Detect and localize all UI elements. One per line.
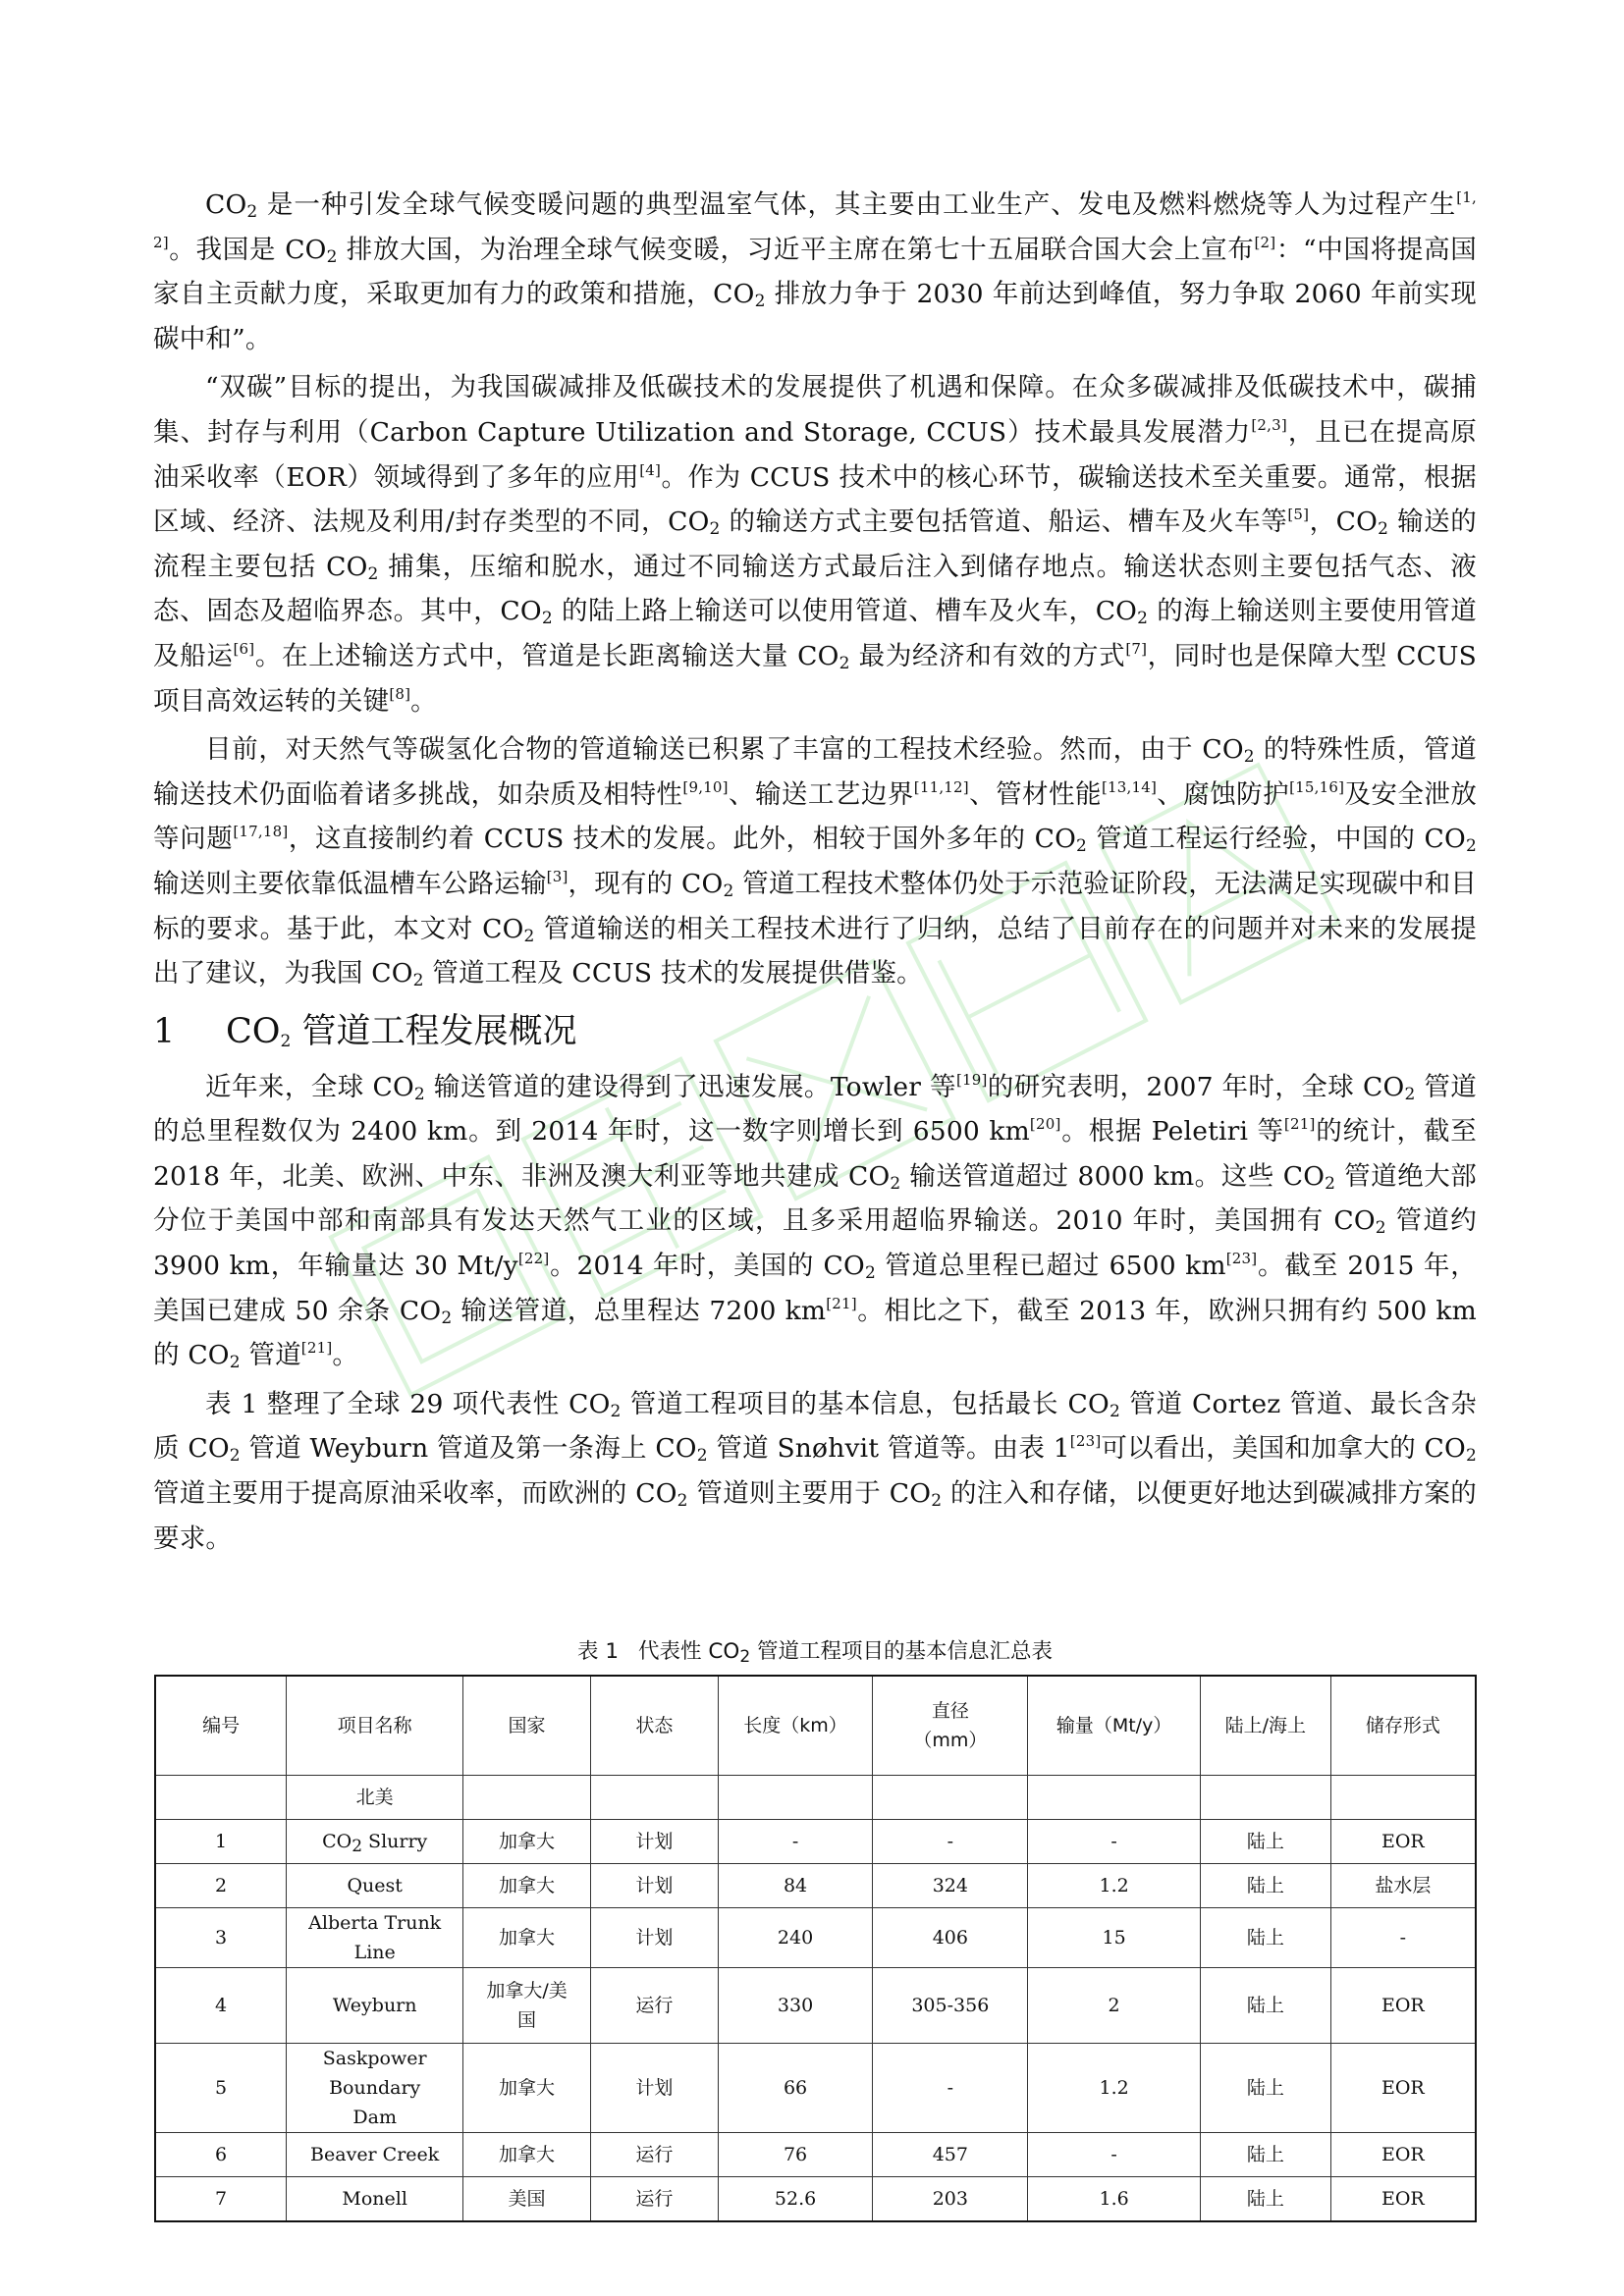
header-name: 项目名称 xyxy=(287,1676,463,1776)
table-row: 4 Weyburn 加拿大/美国 运行 330 305-356 2 陆上 EOR xyxy=(155,1968,1476,2044)
header-id: 编号 xyxy=(155,1676,287,1776)
citation: [2] xyxy=(1254,233,1276,251)
citation: [21] xyxy=(300,1339,333,1358)
table-header-row xyxy=(155,1676,1476,1776)
paragraph-2: “双碳”目标的提出，为我国碳减排及低碳技术的发展提供了机遇和保障。在众多碳减排及低碳技术中，碳捕集、封存与利用（Carbon Capture Utilization and Storage, CCUS）技术最具发展潜力[2,3]，且已在提高原油采收率（EOR）领域得到了多年的应用[4]。作为 CCUS 技术中的核心环节，碳输送技术至关重要。通常，根据区域、经济、法规及利用/封存类型的不同，$CO_2$ 的输送方式主要包括管道、船运、槽车及火车等[5]，$CO_2$ 输送的流程主要包括 $CO_2$ 捕集，压缩和脱水，通过不同输送方式最后注入到储存地点。输送状态则主要包括气态、液态、固态及超临界态。其中，$CO_2$ 的陆上路上输送可以使用管道、槽车及火车，$CO_2$ 的海上输送则主要使用管道及船运[6]。在上述输送方式中，管道是长距离输送大量 $CO_2$ 最为经济和有效的方式[7]，同时也是保障大型 CCUS 项目高效运转的关键[8]。 xyxy=(153,372,1478,717)
citation: [8] xyxy=(389,684,411,703)
table-row: 3 Alberta Trunk Line 加拿大 计划 240 406 15 陆上 - xyxy=(155,1908,1476,1968)
header-capacity: 输量（Mt/y） xyxy=(1028,1676,1201,1776)
table-row: 2 Quest 加拿大 计划 84 324 1.2 陆上 盐水层 xyxy=(155,1864,1476,1908)
paragraph-4: 近年来，全球 $CO_2$ 输送管道的建设得到了迅速发展。Towler 等[19]的研究表明，2007 年时，全球 $CO_2$ 管道的总里程数仅为 2400 km。到 2014 年时，这一数字则增长到 6500 km[20]。根据 Peletiri 等[21]的统计，截至 2018 年，北美、欧洲、中东、非洲及澳大利亚等地共建成 $CO_2$ 输送管道超过 8000 km。这些 $CO_2$ 管道绝大部分位于美国中部和南部具有发达天然气工业的区域，且多采用超临界输送。2010 年时，美国拥有 $CO_2$ 管道约 3900 km，年输量达 30 Mt/y[22]。2014 年时，美国的 $CO_2$ 管道总里程已超过 6500 km[23]。截至 2015 年，美国已建成 50 余条 $CO_2$ 输送管道，总里程达 7200 km[21]。相比之下，截至 2013 年，欧洲只拥有约 500 km 的 $CO_2$ 管道[21]。 xyxy=(153,1070,1478,1373)
header-diameter: 直径 （mm） xyxy=(873,1676,1028,1776)
citation: [4] xyxy=(639,460,662,479)
citation: [11,12] xyxy=(913,777,969,796)
table-row: 5 Saskpower Boundary Dam 加拿大 计划 66 - 1.2 陆上 EOR xyxy=(155,2044,1476,2133)
citation: [23] xyxy=(1225,1250,1258,1268)
table-row: 1 $CO_2$ Slurry 加拿大 计划 - - - 陆上 EOR xyxy=(155,1820,1476,1864)
citation: [17,18] xyxy=(233,823,289,841)
citation: [1, 2] xyxy=(153,188,1477,251)
citation: [15,16] xyxy=(1289,777,1345,796)
table-row: 6 Beaver Creek 加拿大 运行 76 457 - 陆上 EOR xyxy=(155,2133,1476,2177)
citation: [22] xyxy=(517,1250,550,1268)
citation: [19] xyxy=(955,1070,988,1089)
header-onshore-offshore: 陆上/海上 xyxy=(1200,1676,1330,1776)
citation: [7] xyxy=(1125,639,1148,658)
citation: [20] xyxy=(1029,1115,1061,1134)
citation: [13,14] xyxy=(1101,777,1157,796)
citation: [6] xyxy=(233,639,255,658)
citation: [21] xyxy=(826,1294,857,1312)
citation: [5] xyxy=(1287,506,1310,524)
region-label: 北美 xyxy=(287,1776,463,1820)
table-number: 表 1 xyxy=(577,1639,620,1665)
section-heading: 1 $CO_2$ 管道工程发展概况 xyxy=(153,1006,1477,1057)
citation: [9,10] xyxy=(682,777,729,796)
citation: [2,3] xyxy=(1251,415,1287,434)
paragraph-3: 目前，对天然气等碳氢化合物的管道输送已积累了丰富的工程技术经验。然而，由于 $CO_2$ 的特殊性质，管道输送技术仍面临着诸多挑战，如杂质及相特性[9,10]、输送工艺边界[11,12]、管材性能[13,14]、腐蚀防护[15,16]及安全泄放等问题[17,18]，这直接制约着 CCUS 技术的发展。此外，相较于国外多年的 $CO_2$ 管道工程运行经验，中国的 $CO_2$ 输送则主要依靠低温槽车公路运输[3]，现有的 $CO_2$ 管道工程技术整体仍处于示范验证阶段，无法满足实现碳中和目标的要求。基于此，本文对 $CO_2$ 管道输送的相关工程技术进行了归纳，总结了目前存在的问题并对未来的发展提出了建议，为我国 $CO_2$ 管道工程及 CCUS 技术的发展提供借鉴。 xyxy=(153,734,1478,991)
paper-page xyxy=(153,183,1477,2222)
paragraph-5: 表 1 整理了全球 29 项代表性 $CO_2$ 管道工程项目的基本信息，包括最长 $CO_2$ 管道 Cortez 管道、最长含杂质 $CO_2$ 管道 Weyburn 管道及第一条海上 $CO_2$ 管道 Snøhvit 管道等。由表 1[23]可以看出，美国和加拿大的 $CO_2$ 管道主要用于提高原油采收率，而欧洲的 $CO_2$ 管道则主要用于 $CO_2$ 的注入和存储，以便更好地达到碳减排方案的要求。 xyxy=(153,1388,1477,1554)
header-status: 状态 xyxy=(590,1676,718,1776)
header-storage: 储存形式 xyxy=(1330,1676,1476,1776)
table-caption: 表 1 代表性 $CO_2$ 管道工程项目的基本信息汇总表 xyxy=(577,1639,1053,1668)
citation: [21] xyxy=(1283,1115,1316,1134)
section-number: 1 xyxy=(153,1011,176,1051)
header-length: 长度（km） xyxy=(718,1676,873,1776)
pipeline-projects-table xyxy=(154,1675,1477,2222)
citation: [23] xyxy=(1069,1432,1102,1451)
header-country: 国家 xyxy=(463,1676,591,1776)
table-row-region xyxy=(155,1776,1476,1820)
table-row: 7 Monell 美国 运行 52.6 203 1.6 陆上 EOR xyxy=(155,2177,1476,2222)
paragraph-1: $CO_2$ 是一种引发全球气候变暖问题的典型温室气体，其主要由工业生产、发电及燃料燃烧等人为过程产生[1, 2]。我国是 $CO_2$ 排放大国，为治理全球气候变暖，习近平主席在第七十五届联合国大会上宣布[2]：“中国将提高国家自主贡献力度，采取更加有力的政策和措施，$CO_2$ 排放力争于 2030 年前达到峰值，努力争取 2060 年前实现碳中和”。 xyxy=(153,188,1477,354)
citation: [3] xyxy=(546,867,568,885)
